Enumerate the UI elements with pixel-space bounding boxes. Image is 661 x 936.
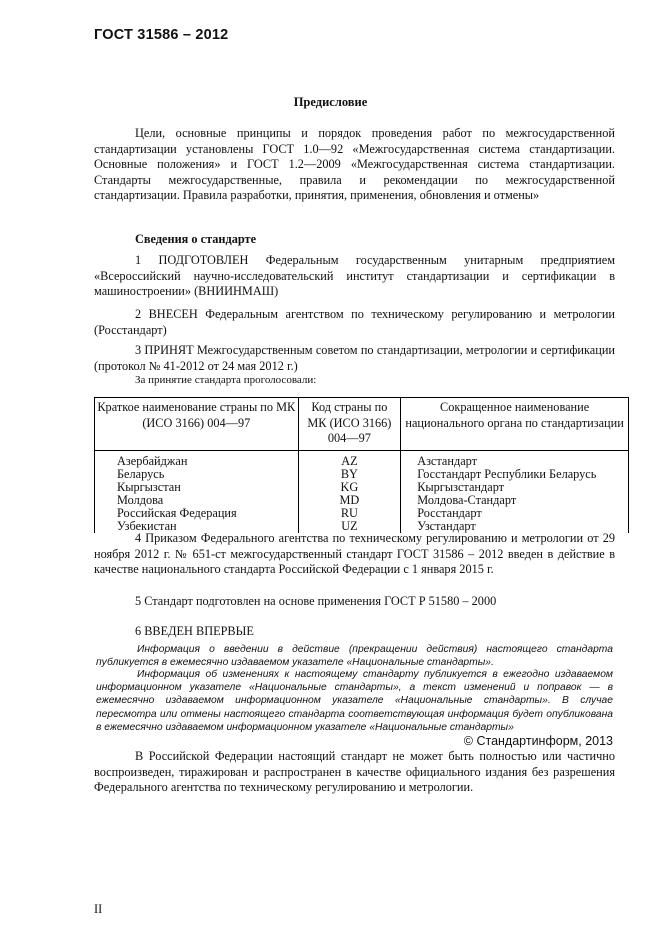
table-cell-country: Кыргызстан [95, 481, 299, 494]
section-title: Сведения о стандарте [135, 232, 257, 246]
table-row [95, 450, 629, 468]
item-6-paragraph: 6 ВВЕДЕН ВПЕРВЫЕ [135, 624, 254, 638]
table-cell-body: Молдова-Стандарт [401, 494, 629, 507]
item-2-paragraph: 2 ВНЕСЕН Федеральным агентством по техническому регулированию и метрологии (Росстандарт) [94, 307, 615, 337]
table-cell-code: MD [298, 494, 401, 507]
intro-paragraph: Цели, основные принципы и порядок проведения работ по межгосударственной стандартизации установлены ГОСТ 1.0—92 «Межгосударственная система стандартизации. Основные положения» и ГОСТ 1.2—2009 «Межгосударственная система стандартизации. Стандарты межгосударственные, правила и рекомендации по межгосударственной стандартизации. Правила разработки, принятия, применения, обновления и отмены» [94, 126, 615, 203]
info-note-1: Информация о введении в действие (прекращении действия) настоящего стандарта публикуется в ежемесячно издаваемом указателе «Национальные стандарты». [96, 644, 613, 669]
page-number: II [94, 902, 103, 916]
table-cell-body: Кыргызстандарт [401, 481, 629, 494]
table-cell-code: KG [298, 481, 401, 494]
vote-table [94, 397, 629, 533]
table-cell-country: Российская Федерация [95, 507, 299, 520]
info-note-2: Информация об изменениях к настоящему стандарту публикуется в ежегодно издаваемом информационном указателе «Национальные стандарты», а текст изменений и поправок — в ежемесячно издаваемом информационном указателе «Национальные стандарты». В случае пересмотра или отмены настоящего стандарта соответствующая информация будет опубликована в ежемесячно издаваемом информационном указателе «Национальные стандарты» [96, 669, 613, 733]
table-cell-country: Беларусь [95, 468, 299, 481]
table-cell-body: Азстандарт [401, 450, 629, 468]
table-row [95, 494, 629, 507]
table-row [95, 481, 629, 494]
vote-table-header-country: Краткое наименование страны по МК (ИСО 3166) 004—97 [95, 398, 299, 451]
table-cell-code: UZ [298, 520, 401, 533]
document-code-header: ГОСТ 31586 – 2012 [94, 27, 229, 43]
vote-table-header-code: Код страны по МК (ИСО 3166) 004—97 [298, 398, 401, 451]
table-cell-country: Молдова [95, 494, 299, 507]
closing-paragraph: В Российской Федерации настоящий стандарт не может быть полностью или частично воспроизведен, тиражирован и распространен в качестве официального издания без разрешения Федерального агентства по техническому регулированию и метрологии. [94, 749, 615, 795]
item-5-paragraph: 5 Стандарт подготовлен на основе применения ГОСТ Р 51580 – 2000 [135, 594, 497, 608]
table-row [95, 468, 629, 481]
item-3-paragraph: 3 ПРИНЯТ Межгосударственным советом по стандартизации, метрологии и сертификации (протокол № 41-2012 от 24 мая 2012 г.) [94, 343, 615, 373]
table-cell-code: AZ [298, 450, 401, 468]
item-4-paragraph: 4 Приказом Федерального агентства по техническому регулированию и метрологии от 29 ноября 2012 г. № 651-ст межгосударственный стандарт ГОСТ 31586 – 2012 введен в действие в качестве национального стандарта Российской Федерации с 1 января 2015 г. [94, 531, 615, 577]
table-row [95, 507, 629, 520]
preface-title: Предисловие [293, 95, 368, 109]
table-cell-body: Узстандарт [401, 520, 629, 533]
copyright-notice: © Стандартинформ, 2013 [463, 734, 613, 748]
vote-intro: За принятие стандарта проголосовали: [135, 374, 317, 386]
table-cell-body: Росстандарт [401, 507, 629, 520]
vote-table-header-body: Сокращенное наименование национального органа по стандартизации [401, 398, 629, 451]
table-cell-code: BY [298, 468, 401, 481]
table-cell-body: Госстандарт Республики Беларусь [401, 468, 629, 481]
table-cell-country: Узбекистан [95, 520, 299, 533]
table-cell-country: Азербайджан [95, 450, 299, 468]
table-cell-code: RU [298, 507, 401, 520]
item-1-paragraph: 1 ПОДГОТОВЛЕН Федеральным государственным унитарным предприятием «Всероссийский научно-исследовательский институт стандартизации и сертификации в машиностроении» (ВНИИНМАШ) [94, 253, 615, 299]
vote-table-header-row [95, 398, 629, 451]
